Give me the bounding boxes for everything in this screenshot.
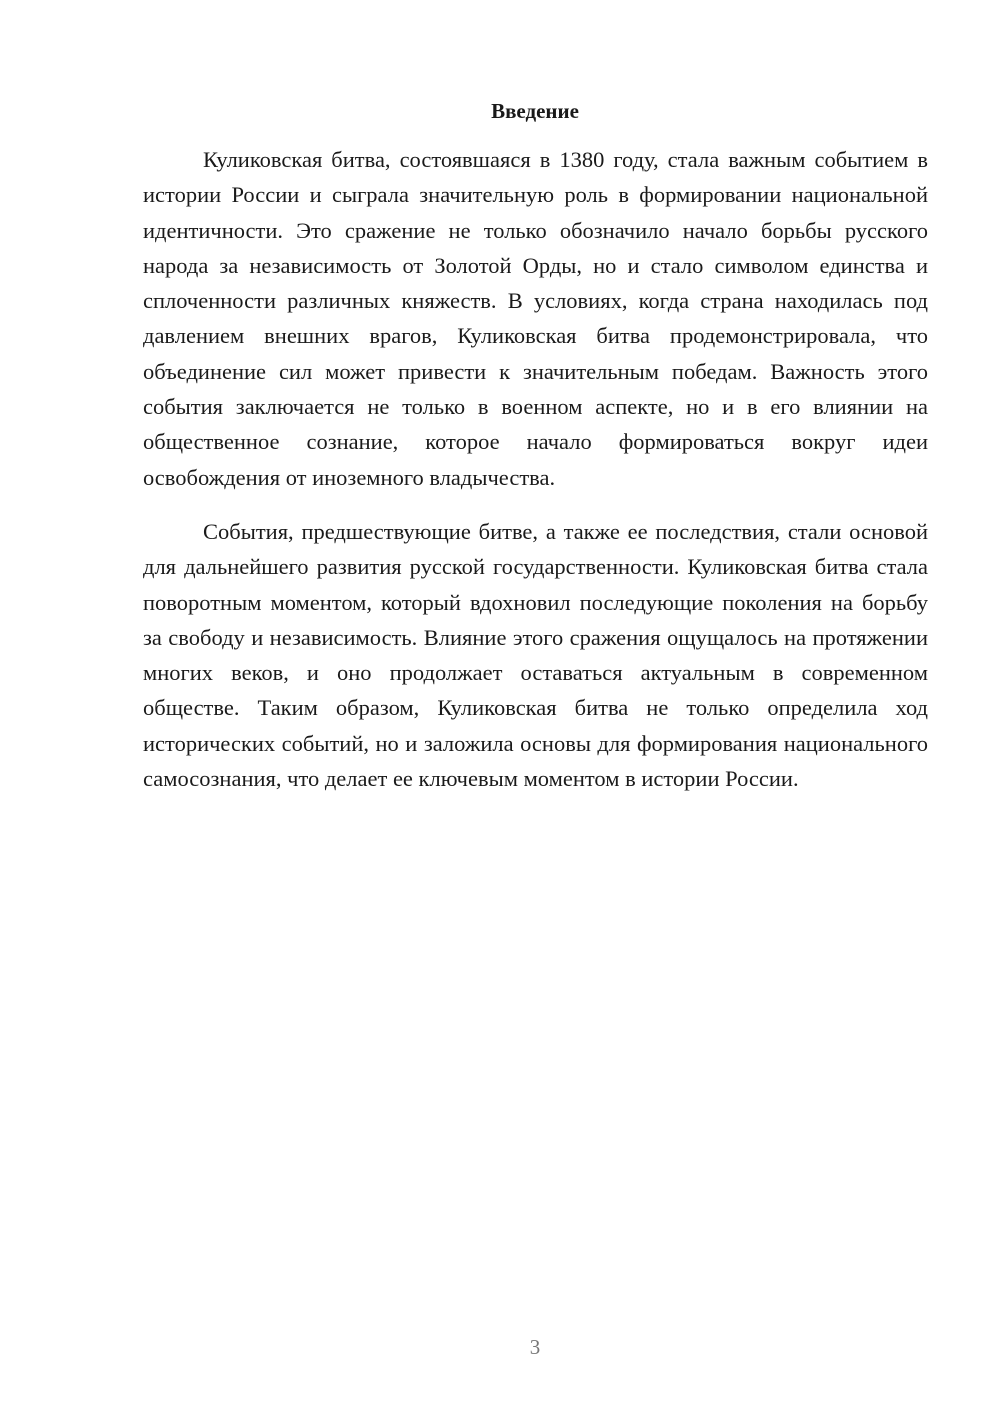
body-text [143,142,928,796]
page-number: 3 [529,1335,541,1359]
paragraph-1: Куликовская битва, состоявшаяся в 1380 году, стала важным событием в истории России и сыграла значительную роль в формировании национальной идентичности. Это сражение не только обозначило начало борьбы русского народа за независимость от Золотой Орды, но и стало символом единства и сплоченности различных княжеств. В условиях, когда страна находилась под давлением внешних врагов, Куликовская битва продемонстрировала, что объединение сил может привести к значительным победам. Важность этого события заключается не только в военном аспекте, но и в его влиянии на общественное сознание, которое начало формироваться вокруг идеи освобождения от иноземного владычества. [143,147,928,490]
paragraph-2: События, предшествующие битве, а также ее последствия, стали основой для дальнейшего развития русской государственности. Куликовская битва стала поворотным моментом, который вдохновил последующие поколения на борьбу за свободу и независимость. Влияние этого сражения ощущалось на протяжении многих веков, и оно продолжает оставаться актуальным в современном обществе. Таким образом, Куликовская битва не только определила ход исторических событий, но и заложила основы для формирования национального самосознания, что делает ее ключевым моментом в истории России. [143,518,928,792]
page-title: Введение [491,99,579,123]
